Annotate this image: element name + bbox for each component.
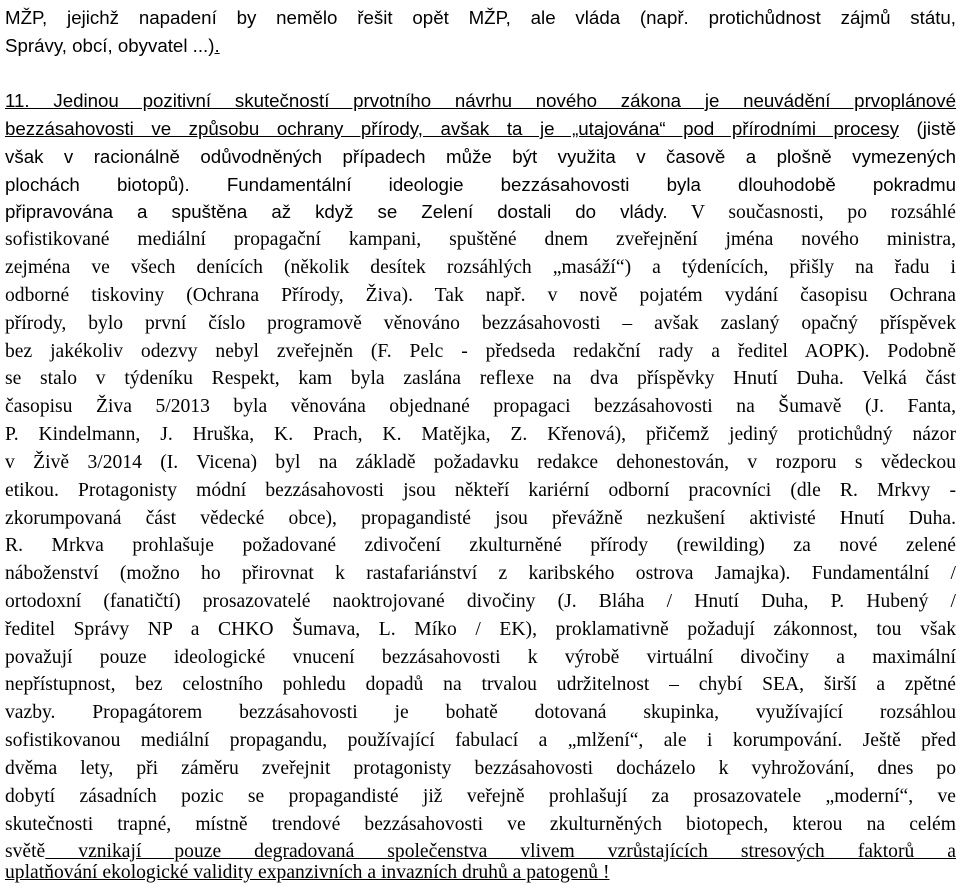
text-span: (jistě <box>898 118 956 139</box>
text-line: vazby. Propagátorem bezzásahovosti je bohatě dotovaná skupinka, využívající rozsáhlou <box>5 702 956 723</box>
text-line: MŽP, jejichž napadení by nemělo řešit opět MŽP, ale vláda (např. protichůdnost zájmů státu, <box>5 7 956 28</box>
text-line: zejména ve všech denících (několik desítek rozsáhlých „masáží“) a týdenících, přišly na řadu i <box>5 257 956 278</box>
text-line: skutečnosti trapné, místně trendové bezzásahovosti ve zkulturněných biotopech, kterou na celém <box>5 814 956 835</box>
underlined-text: ! <box>598 862 610 883</box>
text-line: ortodoxní (fanatičtí) prosazovatelé naoktrojované divočiny (J. Bláha / Hnutí Duha, P. Hubený / <box>5 591 956 612</box>
text-line: zkorumpovaná část vědecké obce), propagandisté jsou převážně nezkušení aktivisté Hnutí Duha. <box>5 508 956 529</box>
text-span: V současnosti, po rozsáhlé <box>667 202 956 223</box>
text-line <box>5 198 956 225</box>
text-span: Správy, obcí, obyvatel ...) <box>5 35 215 56</box>
text-line <box>5 859 956 886</box>
text-line: odborné tiskoviny (Ochrana Přírody, Živa). Tak např. v nově pojatém vydání časopisu Ochrana <box>5 285 956 306</box>
underlined-text: uplatňování ekologické validity expanzivních a invazních druhů a patogenů <box>5 862 599 883</box>
text-line: náboženství (možno ho přirovnat k rastafariánství z karibského ostrova Jamajka). Fundamentální / <box>5 563 956 584</box>
text-line: se stalo v týdeníku Respekt, kam byla zaslána reflexe na dva příspěvky Hnutí Duha. Velká část <box>5 368 956 389</box>
text-line: však v racionálně odůvodněných případech může být využita v časově a plošně vymezených <box>5 146 956 167</box>
text-line: sofistikované mediální propagační kampani, spuštěné dnem zveřejnění jména nového ministra, <box>5 229 956 250</box>
underlined-text: . <box>214 35 220 56</box>
text-line: dobytí zásadních pozic se propagandisté již veřejně prohlašují za prosazovatele „moderní“, ve <box>5 786 956 807</box>
text-line: etikou. Protagonisty módní bezzásahovosti jsou někteří kariérní odborní pracovníci (dle R. Mrkvy - <box>5 480 956 501</box>
text-line: P. Kindelmann, J. Hruška, K. Prach, K. Matějka, Z. Křenová), přičemž jediný protichůdný názor <box>5 424 956 445</box>
text-line: v Živě 3/2014 (I. Vicena) byl na základě požadavku redakce dehonestován, v rozporu s vědeckou <box>5 452 956 473</box>
text-line: nepřístupnost, bez celostního pohledu dopadů na trvalou udržitelnost – chybí SEA, širší a zpětné <box>5 674 956 695</box>
text-span: připravována a spuštěna až když se Zelení dostali do vlády. <box>5 201 668 222</box>
item-11-heading-line: 11. Jedinou pozitivní skutečností prvotního návrhu nového zákona je neuvádění prvoplánové <box>5 90 956 111</box>
text-line: ředitel Správy NP a CHKO Šumava, L. Míko / EK), proklamativně požadují zákonnost, tou však <box>5 619 956 640</box>
text-line: považují pouze ideologické vnucení bezzásahovosti k výrobě virtuální divočiny a maximální <box>5 647 956 668</box>
text-line: přírody, bylo první číslo programově věnováno bezzásahovosti – avšak zaslaný opačný příspěvek <box>5 313 956 334</box>
underlined-text: vznikají pouze degradovaná společenstva vlivem vzrůstajících stresových faktorů a <box>45 841 956 862</box>
text-line: bez jakékoliv odezvy nebyl zveřejněn (F. Pelc - předseda redakční rady a ředitel AOPK). Podobně <box>5 341 956 362</box>
text-span: světě <box>5 841 46 862</box>
text-line <box>5 115 956 142</box>
text-line: R. Mrkva prohlašuje požadované zdivočení zkulturněné přírody (rewilding) za nové zelené <box>5 535 956 556</box>
text-line: časopisu Živa 5/2013 byla věnována objednané propagaci bezzásahovosti na Šumavě (J. Fanta, <box>5 396 956 417</box>
text-line: sofistikovanou mediální propagandu, používající fabulací a „mlžení“, ale i korumpování. Ještě před <box>5 730 956 751</box>
underlined-text: bezzásahovosti ve způsobu ochrany přírody, avšak ta je „utajována“ pod přírodními procesy <box>5 118 899 139</box>
text-line: dvěma lety, při záměru zveřejnit protagonisty bezzásahovosti docházelo k vyhrožování, dnes po <box>5 758 956 779</box>
text-line: plochách biotopů). Fundamentální ideologie bezzásahovosti byla dlouhodobě pokradmu <box>5 174 956 195</box>
text-line <box>5 32 956 59</box>
